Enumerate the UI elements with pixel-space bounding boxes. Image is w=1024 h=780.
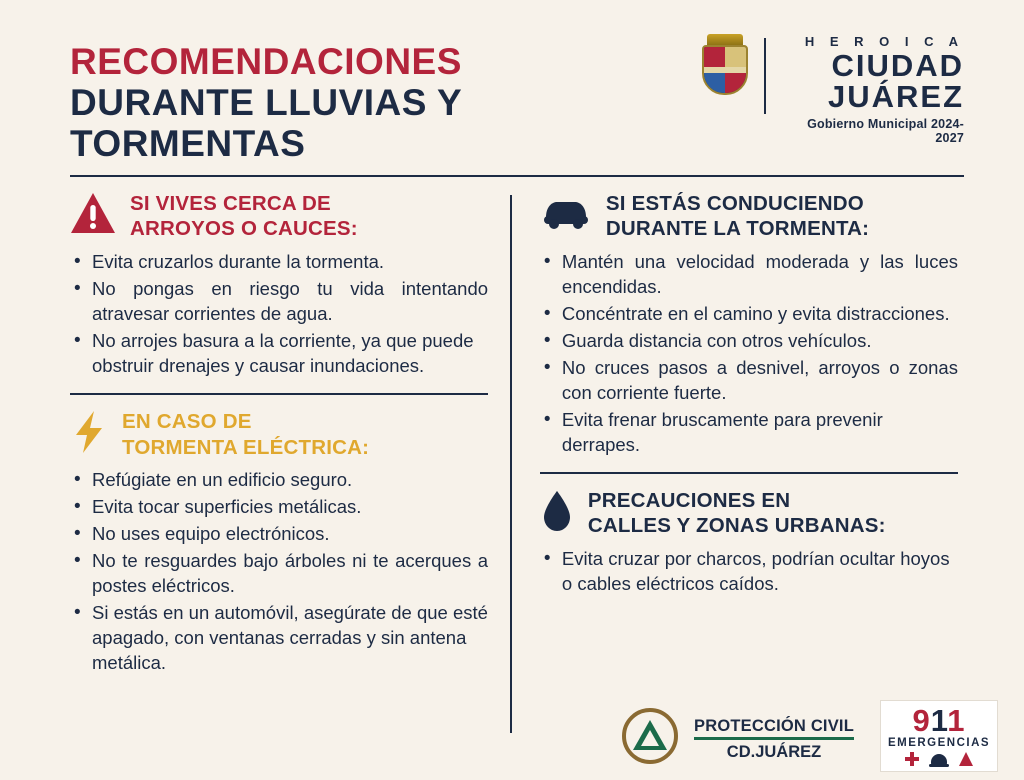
- section-header: [70, 191, 488, 242]
- section-list: [540, 547, 958, 597]
- list-item: • Si estás en un automóvil, asegúrate de que esté apagado, con ventanas cerradas y sin antena metálica.: [70, 601, 488, 676]
- proteccion-civil-logo: [616, 706, 854, 772]
- section-title-line2: DURANTE LA TORMENTA:: [605, 217, 870, 241]
- list-item: • No uses equipo electrónicos.: [70, 522, 488, 547]
- city-crest-icon: [696, 34, 753, 108]
- brand-text: [782, 34, 964, 145]
- brand-divider: [764, 38, 766, 114]
- brand-government-label: Gobierno Municipal 2024-2027: [807, 117, 964, 146]
- poster-header: [30, 26, 994, 165]
- list-item: • Mantén una velocidad moderada y las luces encendidas.: [540, 250, 958, 300]
- section-tormenta-electrica: [70, 409, 488, 676]
- list-item: • Refúgiate en un edificio seguro.: [70, 468, 488, 493]
- section-title-line2: TORMENTA ELÉCTRICA:: [122, 435, 370, 459]
- section-arroyos: [70, 191, 488, 379]
- warning-triangle-icon: [70, 191, 116, 240]
- section-conduciendo: [540, 191, 958, 458]
- emergency-service-icons: [887, 752, 991, 766]
- section-header: [540, 191, 958, 242]
- emergency-911-logo: [880, 700, 998, 772]
- list-item: • No arrojes basura a la corriente, ya que puede obstruir drenajes y causar inundaciones.: [70, 329, 488, 379]
- section-calles-urbanas: [540, 488, 958, 597]
- list-item: • Concéntrate en el camino y evita distracciones.: [540, 302, 958, 327]
- water-drop-icon: [540, 488, 574, 539]
- emergency-digit-3: 1: [947, 703, 966, 738]
- list-item: • Evita tocar superficies metálicas.: [70, 495, 488, 520]
- emergency-label: EMERGENCIAS: [887, 737, 991, 749]
- section-title-line1: SI VIVES CERCA DE: [130, 191, 331, 215]
- section-list: [70, 250, 488, 379]
- car-icon: [540, 191, 592, 238]
- section-divider: [540, 472, 958, 474]
- list-item: • No te resguardes bajo árboles ni te acerques a postes eléctricos.: [70, 549, 488, 599]
- civil-protection-icon: [616, 706, 684, 772]
- proteccion-civil-text: [694, 717, 854, 761]
- section-title-line1: PRECAUCIONES EN: [587, 488, 791, 512]
- lightning-bolt-icon: [70, 409, 108, 460]
- emergency-number: [887, 705, 991, 736]
- emergency-digit-1: 9: [912, 703, 931, 738]
- list-item: • Guarda distancia con otros vehículos.: [540, 329, 958, 354]
- section-title-line1: SI ESTÁS CONDUCIENDO: [605, 191, 864, 215]
- section-list: [70, 468, 488, 676]
- proteccion-civil-line1: PROTECCIÓN CIVIL: [694, 717, 854, 740]
- brand-juarez-label: JUÁREZ: [827, 79, 964, 115]
- section-list: [540, 250, 958, 458]
- content-columns: [30, 177, 994, 777]
- page-title-line1: RECOMENDACIONES: [70, 41, 462, 82]
- title-block: [70, 32, 696, 165]
- brand-ciudad-label: CIUDAD: [831, 47, 964, 83]
- medical-cross-icon: [905, 752, 919, 766]
- list-item: • Evita cruzar por charcos, podrían ocultar hoyos o cables eléctricos caídos.: [540, 547, 958, 597]
- section-header: [540, 488, 958, 539]
- footer-logos: [616, 700, 998, 772]
- police-cap-icon: [931, 754, 947, 765]
- proteccion-civil-line2: CD.JUÁREZ: [726, 743, 822, 761]
- list-item: • Evita cruzarlos durante la tormenta.: [70, 250, 488, 275]
- emergency-digit-2: 1: [930, 703, 948, 738]
- brand-heroica-label: H E R O I C A: [804, 34, 964, 49]
- list-item: • No pongas en riesgo tu vida intentando atravesar corrientes de agua.: [70, 277, 488, 327]
- left-column: [48, 191, 510, 777]
- section-title-line1: EN CASO DE: [122, 409, 252, 433]
- brand-block: [696, 32, 964, 145]
- section-title-line2: CALLES Y ZONAS URBANAS:: [587, 514, 886, 538]
- page-title-line2: DURANTE LLUVIAS Y TORMENTAS: [70, 81, 462, 165]
- section-header: [70, 409, 488, 460]
- section-divider: [70, 393, 488, 395]
- fire-flame-icon: [959, 752, 973, 766]
- list-item: • Evita frenar bruscamente para prevenir derrapes.: [540, 408, 958, 458]
- section-title-line2: ARROYOS O CAUCES:: [130, 217, 358, 241]
- list-item: • No cruces pasos a desnivel, arroyos o zonas con corriente fuerte.: [540, 356, 958, 406]
- right-column: [512, 191, 976, 777]
